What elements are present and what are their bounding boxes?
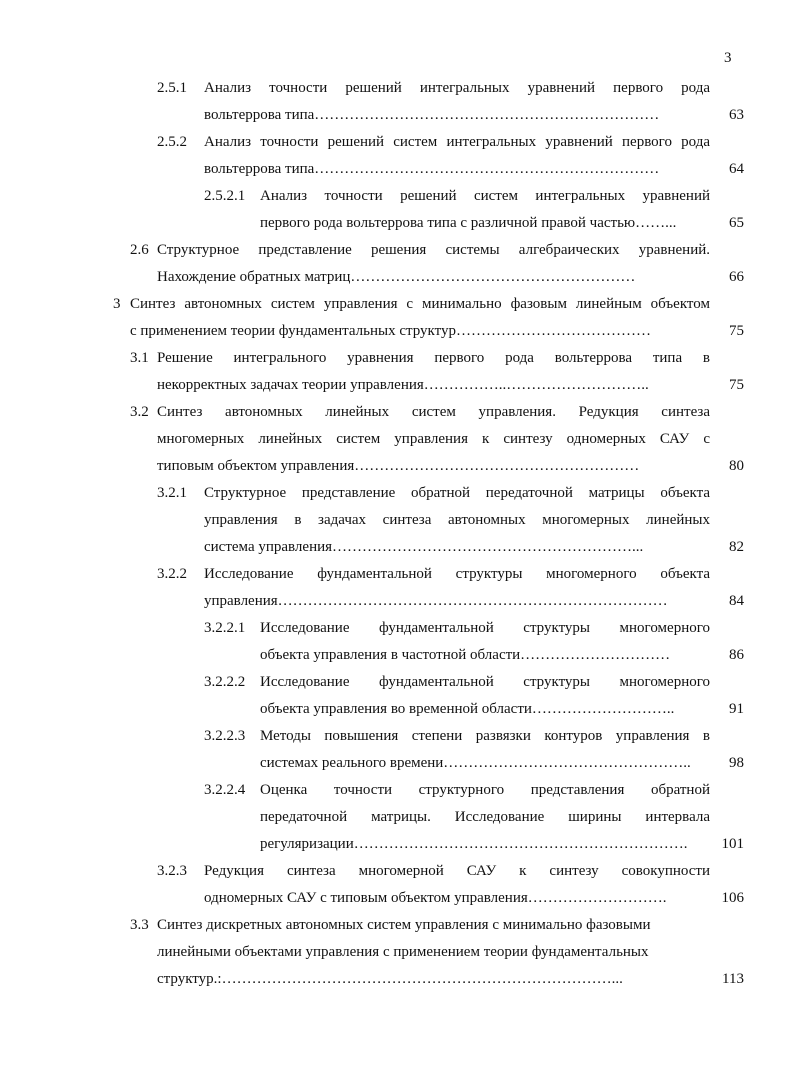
toc-entry-line: одномерных САУ с типовым объектом управления………………………. [204, 890, 667, 906]
toc-entry-number: 2.5.1 [157, 80, 187, 96]
toc-entry-number: 3 [113, 296, 121, 312]
toc-entry-page: 113 [722, 971, 744, 987]
toc-entry-line: вольтеррова типа…………………………………………………………… [204, 107, 660, 123]
toc-entry-number: 3.2.1 [157, 485, 187, 501]
toc-entry-line: Структурное представление решения системы алгебраических уравнений. [157, 242, 710, 258]
toc-entry-line: Исследование фундаментальной структуры многомерного [260, 620, 710, 636]
toc-entry-number: 3.2.2.4 [204, 782, 246, 798]
toc-entry-number: 3.2.2 [157, 566, 187, 582]
toc-entry-line: объекта управления в частотной области………………………… [260, 647, 671, 663]
toc-entry-line: многомерных линейных систем управления к синтезу одномерных САУ с [157, 431, 710, 447]
page-number: 3 [724, 50, 732, 66]
toc-entry-number: 3.1 [130, 350, 149, 366]
toc-entry-line: передаточной матрицы. Исследование ширины интервала [260, 809, 710, 825]
toc-entry-line: Оценка точности структурного представления обратной [260, 782, 710, 798]
toc-entry-number: 2.5.2 [157, 134, 187, 150]
toc-entry-line: вольтеррова типа…………………………………………………………… [204, 161, 660, 177]
toc-entry-page: 65 [729, 215, 744, 231]
toc-entry-line: Синтез автономных систем управления с минимально фазовым линейным объектом [130, 296, 710, 312]
toc-entry-line: линейными объектами управления с применением теории фундаментальных [157, 944, 649, 960]
toc-entry-line: Структурное представление обратной передаточной матрицы объекта [204, 485, 710, 501]
toc-entry-page: 82 [729, 539, 744, 555]
toc-entry-line: с применением теории фундаментальных структур………………………………… [130, 323, 651, 339]
toc-entry-line: объекта управления во временной области……………………….. [260, 701, 675, 717]
toc-entry-number: 3.2.2.3 [204, 728, 246, 744]
toc-entry-page: 101 [721, 836, 744, 852]
toc-entry-line: система управления……………………………………………………... [204, 539, 644, 555]
toc-entry-page: 106 [721, 890, 744, 906]
toc-entry-line: Синтез автономных линейных систем управления. Редукция синтеза [157, 404, 710, 420]
toc-entry-page: 75 [729, 377, 744, 393]
toc-entry-line: первого рода вольтеррова типа с различной правой частью……... [260, 215, 677, 231]
toc-entry-line: Методы повышения степени развязки контуров управления в [260, 728, 710, 744]
toc-entry-page: 86 [729, 647, 744, 663]
toc-entry-number: 3.2.2.2 [204, 674, 246, 690]
toc-entry-page: 84 [729, 593, 744, 609]
toc-entry-line: Синтез дискретных автономных систем управления с минимально фазовыми [157, 917, 651, 933]
toc-entry-line: Нахождение обратных матриц………………………………………………… [157, 269, 636, 285]
toc-entry-line: Исследование фундаментальной структуры многомерного объекта [204, 566, 710, 582]
toc-entry-line: типовым объектом управления………………………………………………… [157, 458, 640, 474]
toc-entry-page: 80 [729, 458, 744, 474]
toc-entry-line: Анализ точности решений систем интегральных уравнений первого рода [204, 134, 710, 150]
toc-entry-line: Анализ точности решений интегральных уравнений первого рода [204, 80, 710, 96]
toc-entry-line: системах реального времени………………………………………….. [260, 755, 691, 771]
toc-entry-line: Решение интегрального уравнения первого рода вольтеррова типа в [157, 350, 710, 366]
toc-entry-page: 91 [729, 701, 744, 717]
toc-entry-number: 2.5.2.1 [204, 188, 246, 204]
toc-entry-line: Исследование фундаментальной структуры многомерного [260, 674, 710, 690]
toc-entry-page: 66 [729, 269, 744, 285]
toc-entry-number: 2.6 [130, 242, 149, 258]
toc-entry-line: некорректных задачах теории управления……………..……………………….. [157, 377, 649, 393]
toc-entry-line: структур.:……………………………………………………………………... [157, 971, 623, 987]
toc-entry-number: 3.2 [130, 404, 149, 420]
toc-entry-page: 63 [729, 107, 744, 123]
toc-entry-line: Редукция синтеза многомерной САУ к синтезу совокупности [204, 863, 710, 879]
toc-entry-number: 3.3 [130, 917, 149, 933]
toc-entry-page: 98 [729, 755, 744, 771]
toc-entry-number: 3.2.3 [157, 863, 187, 879]
toc-entry-page: 64 [729, 161, 744, 177]
toc-entry-line: регуляризации…………………………………………………………. [260, 836, 688, 852]
toc-entry-line: управления в задачах синтеза автономных многомерных линейных [204, 512, 710, 528]
toc-entry-page: 75 [729, 323, 744, 339]
toc-entry-number: 3.2.2.1 [204, 620, 246, 636]
toc-entry-line: Анализ точности решений систем интегральных уравнений [260, 188, 710, 204]
toc-entry-line: управления…………………………………………………………………… [204, 593, 668, 609]
